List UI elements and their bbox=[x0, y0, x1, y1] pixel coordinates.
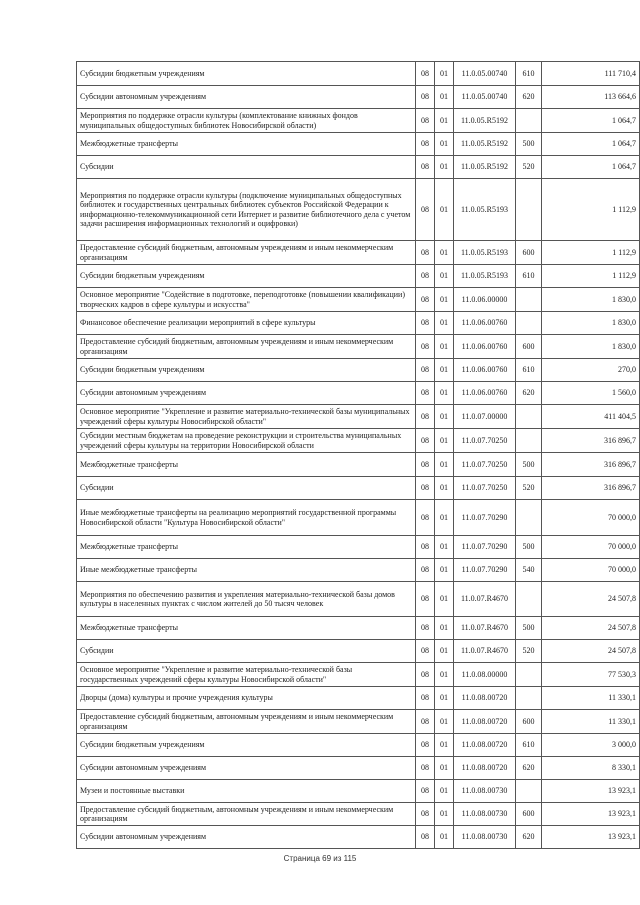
row-subsection-cell: 01 bbox=[435, 179, 454, 241]
row-expense-type-cell bbox=[516, 663, 542, 687]
table-row bbox=[77, 826, 640, 849]
row-section-cell: 08 bbox=[416, 86, 435, 109]
table-row bbox=[77, 359, 640, 382]
row-amount-cell: 11 330,1 bbox=[542, 687, 640, 710]
row-subsection-cell: 01 bbox=[435, 734, 454, 757]
row-amount-cell: 24 507,8 bbox=[542, 582, 640, 617]
row-subsection-cell: 01 bbox=[435, 62, 454, 86]
row-section-cell: 08 bbox=[416, 640, 435, 663]
row-target-code-cell: 11.0.05.00740 bbox=[454, 86, 516, 109]
row-subsection-cell: 01 bbox=[435, 405, 454, 429]
row-expense-type-cell: 600 bbox=[516, 241, 542, 265]
row-subsection-cell: 01 bbox=[435, 826, 454, 849]
row-name-cell: Мероприятия по поддержке отрасли культуры (комплектование книжных фондов муниципальных общедоступных библиотек Новосибирской области) bbox=[77, 109, 416, 133]
row-expense-type-cell bbox=[516, 780, 542, 803]
row-subsection-cell: 01 bbox=[435, 288, 454, 312]
row-subsection-cell: 01 bbox=[435, 780, 454, 803]
row-section-cell: 08 bbox=[416, 405, 435, 429]
row-section-cell: 08 bbox=[416, 241, 435, 265]
row-amount-cell: 1 560,0 bbox=[542, 382, 640, 405]
budget-table bbox=[76, 61, 640, 849]
row-amount-cell: 1 112,9 bbox=[542, 265, 640, 288]
row-target-code-cell: 11.0.07.70250 bbox=[454, 429, 516, 453]
row-expense-type-cell: 500 bbox=[516, 536, 542, 559]
row-expense-type-cell: 500 bbox=[516, 617, 542, 640]
row-expense-type-cell: 600 bbox=[516, 335, 542, 359]
row-amount-cell: 24 507,8 bbox=[542, 617, 640, 640]
row-amount-cell: 77 530,3 bbox=[542, 663, 640, 687]
table-row bbox=[77, 335, 640, 359]
row-name-cell: Музеи и постоянные выставки bbox=[77, 780, 416, 803]
row-section-cell: 08 bbox=[416, 359, 435, 382]
table-row bbox=[77, 640, 640, 663]
table-row bbox=[77, 757, 640, 780]
row-name-cell: Дворцы (дома) культуры и прочие учреждения культуры bbox=[77, 687, 416, 710]
table-row bbox=[77, 617, 640, 640]
row-target-code-cell: 11.0.08.00730 bbox=[454, 780, 516, 803]
row-expense-type-cell: 620 bbox=[516, 86, 542, 109]
row-name-cell: Субсидии автономным учреждениям bbox=[77, 382, 416, 405]
table-row bbox=[77, 109, 640, 133]
row-name-cell: Основное мероприятие "Укрепление и развитие материально-технической базы муниципальных учреждений сферы культуры Новосибирской области" bbox=[77, 405, 416, 429]
row-name-cell: Субсидии bbox=[77, 640, 416, 663]
row-amount-cell: 316 896,7 bbox=[542, 429, 640, 453]
row-target-code-cell: 11.0.08.00720 bbox=[454, 687, 516, 710]
row-target-code-cell: 11.0.07.70250 bbox=[454, 453, 516, 477]
row-subsection-cell: 01 bbox=[435, 312, 454, 335]
row-target-code-cell: 11.0.06.00760 bbox=[454, 359, 516, 382]
row-section-cell: 08 bbox=[416, 179, 435, 241]
row-name-cell: Субсидии bbox=[77, 477, 416, 500]
table-row bbox=[77, 179, 640, 241]
row-section-cell: 08 bbox=[416, 453, 435, 477]
row-name-cell: Предоставление субсидий бюджетным, автономным учреждениям и иным некоммерческим организациям bbox=[77, 803, 416, 826]
row-name-cell: Межбюджетные трансферты bbox=[77, 536, 416, 559]
table-row bbox=[77, 687, 640, 710]
row-expense-type-cell: 520 bbox=[516, 477, 542, 500]
row-subsection-cell: 01 bbox=[435, 359, 454, 382]
table-row bbox=[77, 156, 640, 179]
row-name-cell: Субсидии бюджетным учреждениям bbox=[77, 734, 416, 757]
row-amount-cell: 3 000,0 bbox=[542, 734, 640, 757]
row-target-code-cell: 11.0.05.R5192 bbox=[454, 109, 516, 133]
row-section-cell: 08 bbox=[416, 500, 435, 536]
row-amount-cell: 113 664,6 bbox=[542, 86, 640, 109]
row-expense-type-cell: 620 bbox=[516, 826, 542, 849]
row-expense-type-cell: 610 bbox=[516, 734, 542, 757]
table-row bbox=[77, 500, 640, 536]
table-row bbox=[77, 405, 640, 429]
row-expense-type-cell: 600 bbox=[516, 803, 542, 826]
row-subsection-cell: 01 bbox=[435, 582, 454, 617]
table-row bbox=[77, 62, 640, 86]
row-expense-type-cell bbox=[516, 429, 542, 453]
row-name-cell: Субсидии бюджетным учреждениям bbox=[77, 265, 416, 288]
row-section-cell: 08 bbox=[416, 617, 435, 640]
budget-table-body bbox=[77, 62, 640, 849]
row-amount-cell: 270,0 bbox=[542, 359, 640, 382]
row-target-code-cell: 11.0.05.R5193 bbox=[454, 241, 516, 265]
row-name-cell: Субсидии автономным учреждениям bbox=[77, 826, 416, 849]
row-amount-cell: 13 923,1 bbox=[542, 826, 640, 849]
row-target-code-cell: 11.0.06.00760 bbox=[454, 312, 516, 335]
row-section-cell: 08 bbox=[416, 312, 435, 335]
row-name-cell: Мероприятия по обеспечению развития и укрепления материально-технической базы домов культуры в населенных пунктах с числом жителей до 50 тысяч человек bbox=[77, 582, 416, 617]
row-section-cell: 08 bbox=[416, 582, 435, 617]
row-target-code-cell: 11.0.05.R5192 bbox=[454, 156, 516, 179]
row-target-code-cell: 11.0.07.R4670 bbox=[454, 582, 516, 617]
row-target-code-cell: 11.0.08.00720 bbox=[454, 757, 516, 780]
row-name-cell: Субсидии бюджетным учреждениям bbox=[77, 62, 416, 86]
table-row bbox=[77, 582, 640, 617]
row-section-cell: 08 bbox=[416, 687, 435, 710]
table-row bbox=[77, 536, 640, 559]
row-section-cell: 08 bbox=[416, 710, 435, 734]
table-row bbox=[77, 453, 640, 477]
row-subsection-cell: 01 bbox=[435, 663, 454, 687]
row-expense-type-cell: 540 bbox=[516, 559, 542, 582]
row-target-code-cell: 11.0.07.70290 bbox=[454, 536, 516, 559]
row-subsection-cell: 01 bbox=[435, 710, 454, 734]
row-name-cell: Иные межбюджетные трансферты на реализацию мероприятий государственной программы Новосибирской области "Культура Новосибирской области" bbox=[77, 500, 416, 536]
row-name-cell: Межбюджетные трансферты bbox=[77, 617, 416, 640]
row-expense-type-cell bbox=[516, 582, 542, 617]
table-row bbox=[77, 559, 640, 582]
row-amount-cell: 111 710,4 bbox=[542, 62, 640, 86]
row-subsection-cell: 01 bbox=[435, 617, 454, 640]
table-row bbox=[77, 288, 640, 312]
row-section-cell: 08 bbox=[416, 382, 435, 405]
row-expense-type-cell bbox=[516, 109, 542, 133]
row-subsection-cell: 01 bbox=[435, 640, 454, 663]
row-expense-type-cell bbox=[516, 179, 542, 241]
row-name-cell: Предоставление субсидий бюджетным, автономным учреждениям и иным некоммерческим организациям bbox=[77, 710, 416, 734]
row-expense-type-cell: 620 bbox=[516, 382, 542, 405]
row-expense-type-cell: 610 bbox=[516, 359, 542, 382]
row-name-cell: Иные межбюджетные трансферты bbox=[77, 559, 416, 582]
row-target-code-cell: 11.0.06.00000 bbox=[454, 288, 516, 312]
table-row bbox=[77, 477, 640, 500]
row-expense-type-cell: 610 bbox=[516, 265, 542, 288]
row-target-code-cell: 11.0.05.R5193 bbox=[454, 265, 516, 288]
row-section-cell: 08 bbox=[416, 288, 435, 312]
row-amount-cell: 8 330,1 bbox=[542, 757, 640, 780]
row-section-cell: 08 bbox=[416, 133, 435, 156]
row-target-code-cell: 11.0.07.00000 bbox=[454, 405, 516, 429]
row-target-code-cell: 11.0.07.70290 bbox=[454, 500, 516, 536]
row-amount-cell: 411 404,5 bbox=[542, 405, 640, 429]
row-amount-cell: 1 064,7 bbox=[542, 109, 640, 133]
row-name-cell: Субсидии bbox=[77, 156, 416, 179]
row-expense-type-cell: 500 bbox=[516, 453, 542, 477]
row-subsection-cell: 01 bbox=[435, 803, 454, 826]
row-subsection-cell: 01 bbox=[435, 477, 454, 500]
table-row bbox=[77, 429, 640, 453]
row-target-code-cell: 11.0.08.00720 bbox=[454, 734, 516, 757]
row-name-cell: Субсидии местным бюджетам на проведение реконструкции и строительства муниципальных учреждений сферы культуры на территории Новосибирской области bbox=[77, 429, 416, 453]
row-section-cell: 08 bbox=[416, 477, 435, 500]
row-target-code-cell: 11.0.08.00730 bbox=[454, 803, 516, 826]
row-expense-type-cell bbox=[516, 405, 542, 429]
row-subsection-cell: 01 bbox=[435, 500, 454, 536]
row-target-code-cell: 11.0.08.00730 bbox=[454, 826, 516, 849]
row-expense-type-cell: 620 bbox=[516, 757, 542, 780]
row-subsection-cell: 01 bbox=[435, 109, 454, 133]
row-amount-cell: 1 112,9 bbox=[542, 241, 640, 265]
row-amount-cell: 316 896,7 bbox=[542, 477, 640, 500]
row-section-cell: 08 bbox=[416, 62, 435, 86]
table-row bbox=[77, 382, 640, 405]
row-target-code-cell: 11.0.07.70250 bbox=[454, 477, 516, 500]
table-row bbox=[77, 780, 640, 803]
row-amount-cell: 24 507,8 bbox=[542, 640, 640, 663]
row-amount-cell: 1 830,0 bbox=[542, 335, 640, 359]
row-subsection-cell: 01 bbox=[435, 335, 454, 359]
row-name-cell: Межбюджетные трансферты bbox=[77, 133, 416, 156]
row-section-cell: 08 bbox=[416, 536, 435, 559]
table-row bbox=[77, 265, 640, 288]
row-section-cell: 08 bbox=[416, 559, 435, 582]
row-subsection-cell: 01 bbox=[435, 382, 454, 405]
row-subsection-cell: 01 bbox=[435, 156, 454, 179]
table-row bbox=[77, 663, 640, 687]
row-amount-cell: 11 330,1 bbox=[542, 710, 640, 734]
row-target-code-cell: 11.0.07.R4670 bbox=[454, 640, 516, 663]
row-expense-type-cell bbox=[516, 500, 542, 536]
row-target-code-cell: 11.0.05.00740 bbox=[454, 62, 516, 86]
table-row bbox=[77, 312, 640, 335]
row-amount-cell: 13 923,1 bbox=[542, 780, 640, 803]
table-row bbox=[77, 133, 640, 156]
row-amount-cell: 70 000,0 bbox=[542, 559, 640, 582]
row-amount-cell: 13 923,1 bbox=[542, 803, 640, 826]
row-section-cell: 08 bbox=[416, 734, 435, 757]
row-amount-cell: 1 064,7 bbox=[542, 133, 640, 156]
row-section-cell: 08 bbox=[416, 803, 435, 826]
table-row bbox=[77, 710, 640, 734]
row-section-cell: 08 bbox=[416, 156, 435, 179]
row-subsection-cell: 01 bbox=[435, 757, 454, 780]
row-expense-type-cell: 610 bbox=[516, 62, 542, 86]
page-number: Страница 69 из 115 bbox=[283, 854, 357, 863]
row-name-cell: Субсидии автономным учреждениям bbox=[77, 86, 416, 109]
table-row bbox=[77, 803, 640, 826]
row-name-cell: Мероприятия по поддержке отрасли культуры (подключение муниципальных общедоступных библиотек и государственных центральных библиотек субъектов Российской Федерации к информационно-телекоммуникационной сети Интернет и развитие библиотечного дела с учетом задачи расширения информационных технологий и оцифровки) bbox=[77, 179, 416, 241]
row-amount-cell: 70 000,0 bbox=[542, 500, 640, 536]
row-target-code-cell: 11.0.05.R5192 bbox=[454, 133, 516, 156]
row-subsection-cell: 01 bbox=[435, 265, 454, 288]
row-name-cell: Предоставление субсидий бюджетным, автономным учреждениям и иным некоммерческим организациям bbox=[77, 241, 416, 265]
table-row bbox=[77, 734, 640, 757]
row-subsection-cell: 01 bbox=[435, 559, 454, 582]
row-subsection-cell: 01 bbox=[435, 536, 454, 559]
row-section-cell: 08 bbox=[416, 757, 435, 780]
row-section-cell: 08 bbox=[416, 826, 435, 849]
row-amount-cell: 1 112,9 bbox=[542, 179, 640, 241]
row-target-code-cell: 11.0.08.00720 bbox=[454, 710, 516, 734]
row-expense-type-cell: 520 bbox=[516, 640, 542, 663]
row-subsection-cell: 01 bbox=[435, 86, 454, 109]
row-subsection-cell: 01 bbox=[435, 133, 454, 156]
row-section-cell: 08 bbox=[416, 663, 435, 687]
row-target-code-cell: 11.0.08.00000 bbox=[454, 663, 516, 687]
row-expense-type-cell: 600 bbox=[516, 710, 542, 734]
table-row bbox=[77, 86, 640, 109]
row-section-cell: 08 bbox=[416, 265, 435, 288]
row-name-cell: Основное мероприятие "Укрепление и развитие материально-технической базы государственных учреждений сферы культуры Новосибирской области" bbox=[77, 663, 416, 687]
row-target-code-cell: 11.0.07.R4670 bbox=[454, 617, 516, 640]
row-amount-cell: 316 896,7 bbox=[542, 453, 640, 477]
row-target-code-cell: 11.0.05.R5193 bbox=[454, 179, 516, 241]
row-name-cell: Субсидии бюджетным учреждениям bbox=[77, 359, 416, 382]
row-section-cell: 08 bbox=[416, 109, 435, 133]
row-name-cell: Основное мероприятие "Содействие в подготовке, переподготовке (повышении квалификации) творческих кадров в сфере культуры и искусства" bbox=[77, 288, 416, 312]
row-target-code-cell: 11.0.06.00760 bbox=[454, 382, 516, 405]
row-expense-type-cell bbox=[516, 312, 542, 335]
row-target-code-cell: 11.0.07.70290 bbox=[454, 559, 516, 582]
row-subsection-cell: 01 bbox=[435, 241, 454, 265]
row-section-cell: 08 bbox=[416, 429, 435, 453]
row-section-cell: 08 bbox=[416, 780, 435, 803]
row-expense-type-cell bbox=[516, 687, 542, 710]
row-target-code-cell: 11.0.06.00760 bbox=[454, 335, 516, 359]
row-subsection-cell: 01 bbox=[435, 687, 454, 710]
row-expense-type-cell: 500 bbox=[516, 133, 542, 156]
row-expense-type-cell: 520 bbox=[516, 156, 542, 179]
row-subsection-cell: 01 bbox=[435, 429, 454, 453]
row-subsection-cell: 01 bbox=[435, 453, 454, 477]
row-name-cell: Субсидии автономным учреждениям bbox=[77, 757, 416, 780]
row-section-cell: 08 bbox=[416, 335, 435, 359]
row-amount-cell: 1 064,7 bbox=[542, 156, 640, 179]
row-name-cell: Финансовое обеспечение реализации мероприятий в сфере культуры bbox=[77, 312, 416, 335]
row-amount-cell: 1 830,0 bbox=[542, 288, 640, 312]
row-amount-cell: 70 000,0 bbox=[542, 536, 640, 559]
row-name-cell: Межбюджетные трансферты bbox=[77, 453, 416, 477]
table-row bbox=[77, 241, 640, 265]
row-amount-cell: 1 830,0 bbox=[542, 312, 640, 335]
row-name-cell: Предоставление субсидий бюджетным, автономным учреждениям и иным некоммерческим организациям bbox=[77, 335, 416, 359]
row-expense-type-cell bbox=[516, 288, 542, 312]
